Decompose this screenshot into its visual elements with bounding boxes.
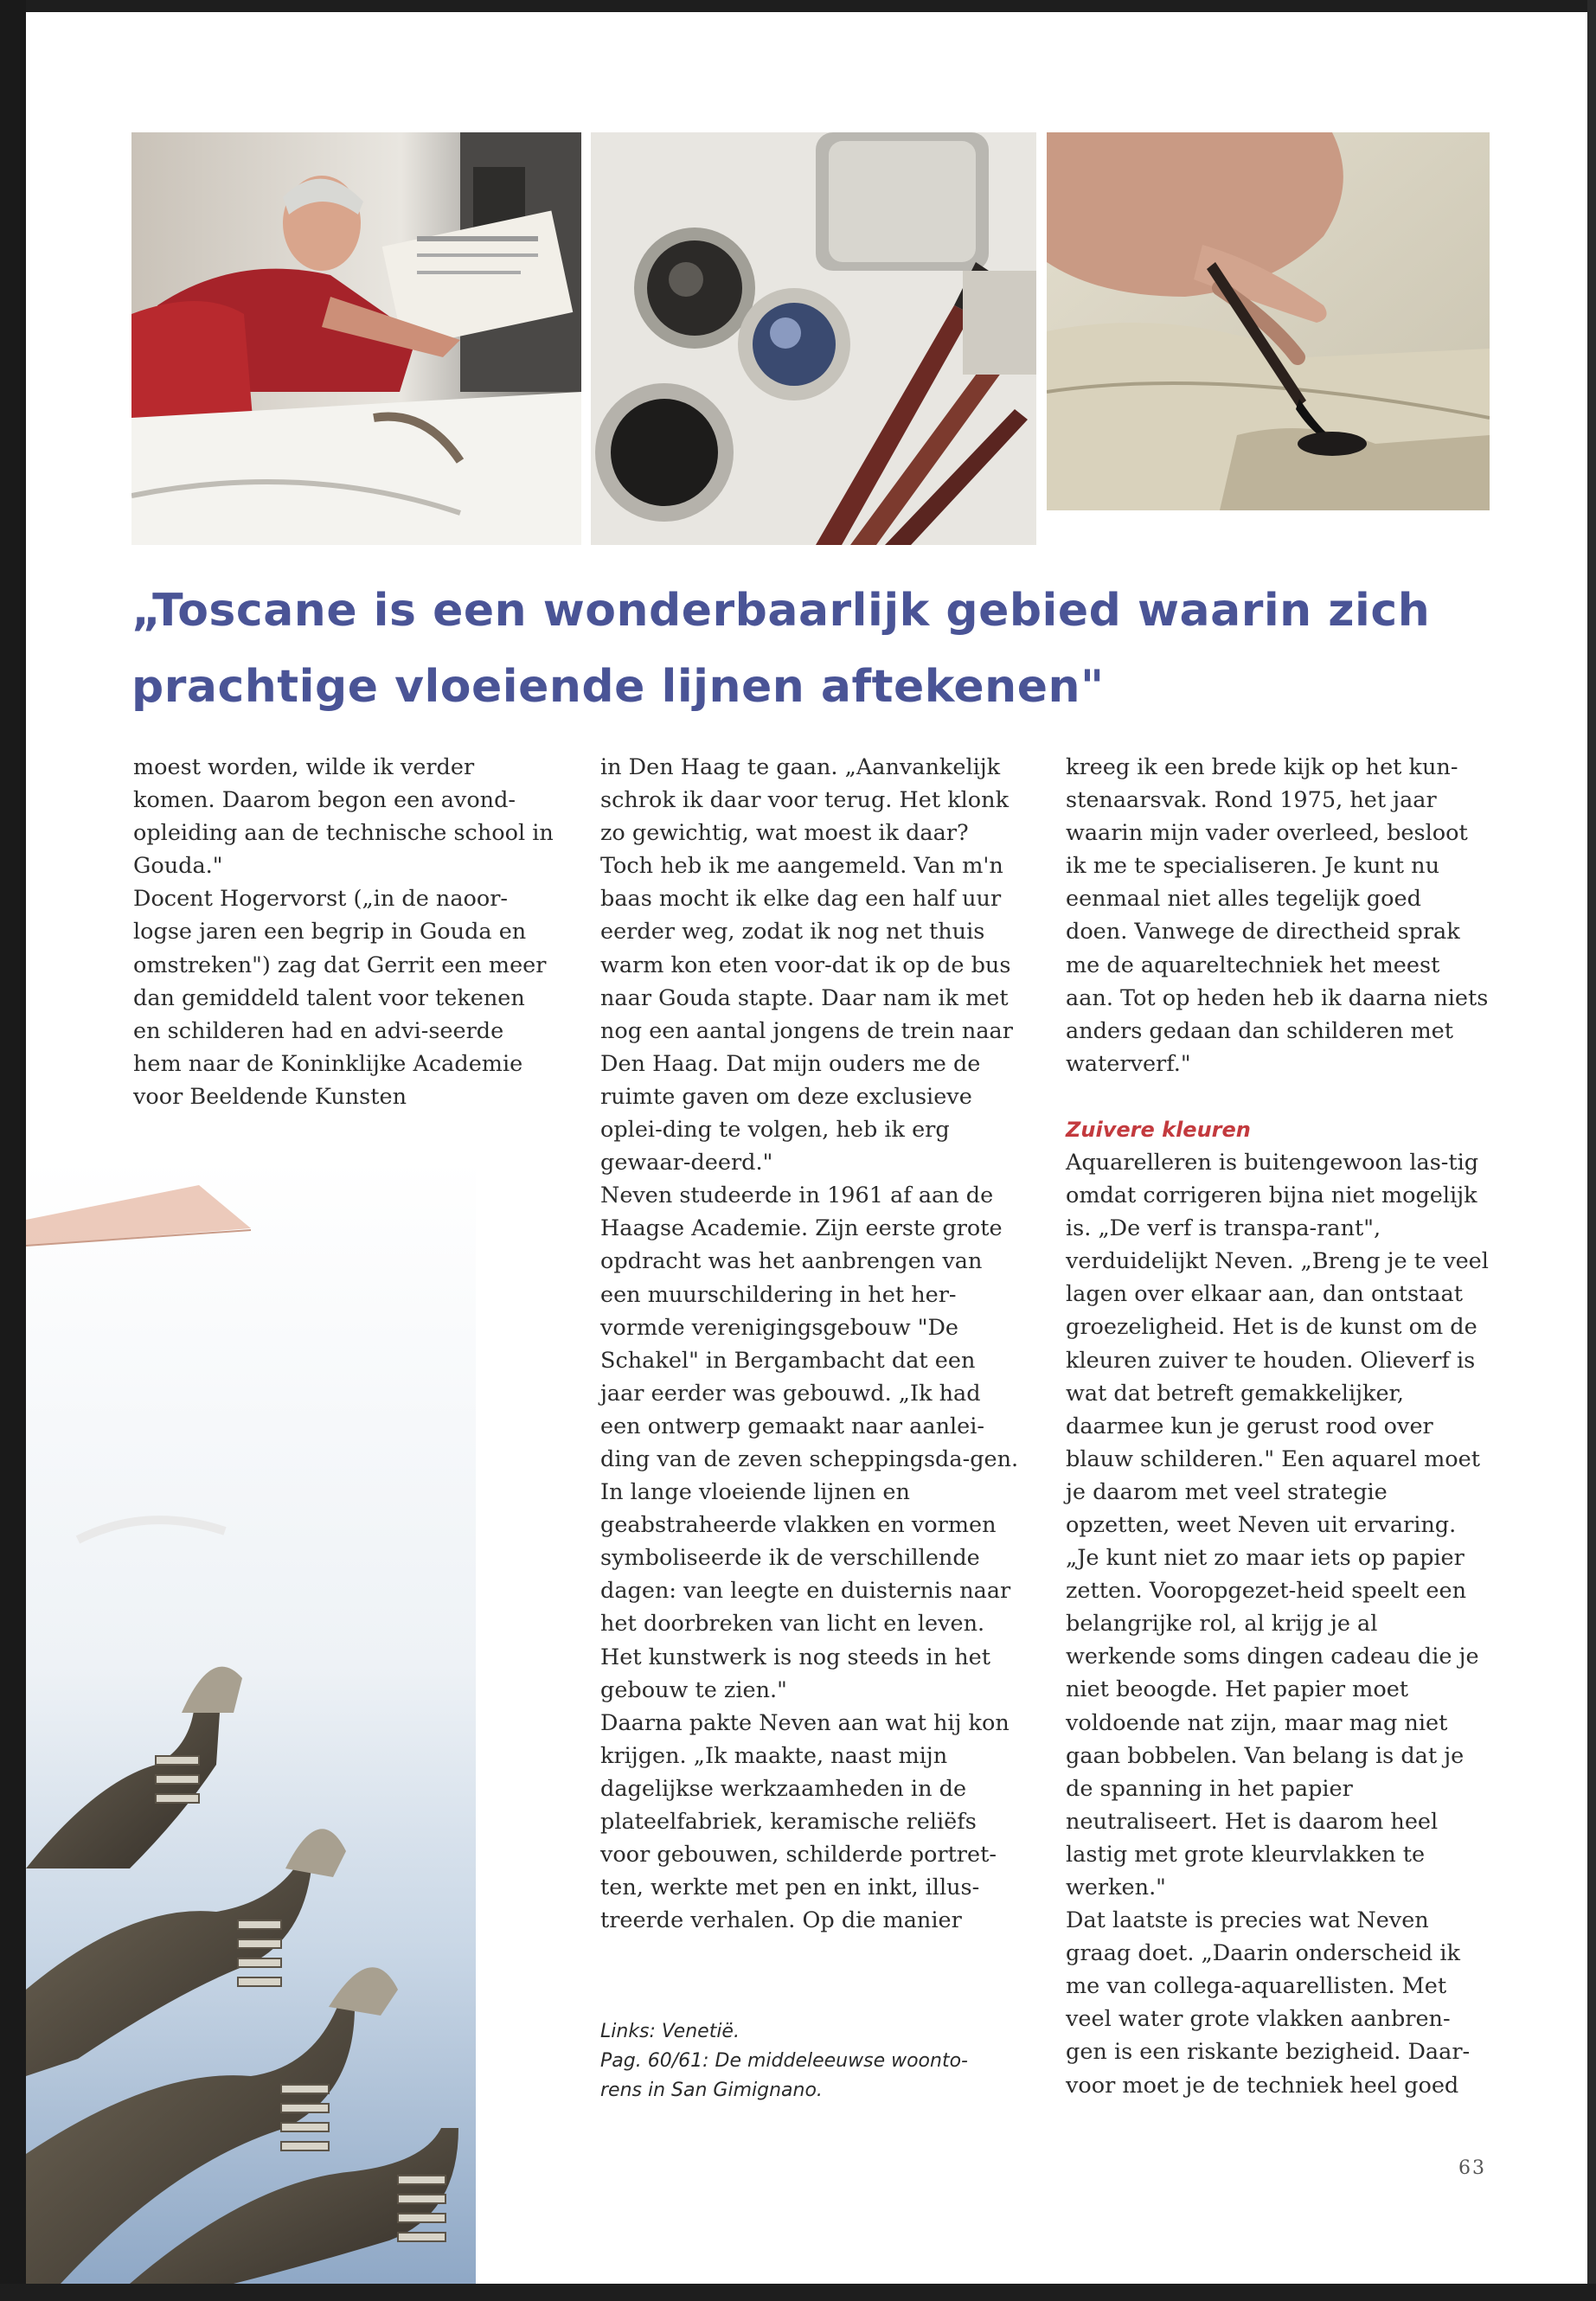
caption-line-2: Pag. 60/61: De middeleeuwse woonto-rens in San Gimignano. [600,2050,968,2101]
headline-line-2: prachtige vloeiende lijnen aftekenen" [131,661,1105,713]
hand-with-brush-photo [1047,132,1490,510]
section-subheading: Zuivere kleuren [1066,1117,1251,1142]
paragraph: kreeg ik een brede kijk op het kun-stenaarsvak. Rond 1975, het jaar waarin mijn vader overleed, besloot ik me te specialiseren. Je kunt nu eenmaal niet alles tegelijk goed doen. Vanwege de directheid sprak me de aquareltechniek het meest aan. Tot op heden heb ik daarna niets anders gedaan dan schilderen met waterverf." [1066,754,1489,1077]
paint-pots-and-brushes-photo [591,132,1036,545]
scan-border-left [0,0,26,2301]
paragraph: Daarna pakte Neven aan wat hij kon krijgen. „Ik maakte, naast mijn dagelijkse werkzaamheden in de plateelfabriek, keramische reliëfs voor gebouwen, schilderde portret-ten, werkte met pen en inkt, illus-treerde verhalen. Op die manier [600,1709,1010,1934]
pull-quote-headline [131,573,1481,725]
caption-line-1: Links: Venetië. [600,2021,740,2042]
image-caption [600,2017,1007,2106]
scan-border-right [1587,0,1596,2301]
scan-border-bottom [0,2284,1596,2301]
paragraph: moest worden, wilde ik verder komen. Daarom begon een avond-opleiding aan de technische school in Gouda." [133,754,554,880]
painter-at-work-photo [131,132,581,545]
article-column-1 [133,751,557,1113]
article-column-3 [1066,751,1490,2102]
paragraph: Docent Hogervorst („in de naoor-logse jaren een begrip in Gouda en omstreken") zag dat Gerrit een meer dan gemiddeld talent voor tekenen en schilderen had en advi-seerde hem naar de Koninklijke Academie voor Beeldende Kunsten [133,886,547,1110]
paragraph: in Den Haag te gaan. „Aanvankelijk schrok ik daar voor terug. Het klonk zo gewichtig, wat moest ik daar? Toch heb ik me aangemeld. Van m'n baas mocht ik elke dag een half uur eerder weg, zodat ik nog net thuis warm kon eten voor-dat ik op de bus naar Gouda stapte. Daar nam ik met nog een aantal jongens de trein naar Den Haag. Dat mijn ouders me de ruimte gaven om deze exclusieve oplei-ding te volgen, heb ik erg gewaar-deerd." [600,754,1013,1176]
paragraph: Dat laatste is precies wat Neven graag doet. „Daarin onderscheid ik me van collega-aquarellisten. Met veel water grote vlakken aanbren-gen is een riskante bezigheid. Daar-voor moet je de techniek heel goed [1066,1907,1471,2099]
page-number: 63 [1458,2157,1486,2179]
headline-line-1: „Toscane is een wonderbaarlijk gebied waarin zich [131,585,1431,637]
scan-border-top [0,0,1596,12]
paragraph: Neven studeerde in 1961 af aan de Haagse Academie. Zijn eerste grote opdracht was het aanbrengen van een muurschildering in het her-vormde verenigingsgebouw "De Schakel" in Bergambacht dat een jaar eerder was gebouwd. „Ik had een ontwerp gemaakt naar aanlei-ding van de zeven scheppingsda-gen. In lange vloeiende lijnen en geabstraheerde vlakken en vormen symboliseerde ik de verschillende dagen: van leegte en duisternis naar het doorbreken van licht en leven. Het kunstwerk is nog steeds in het gebouw te zien." [600,1183,1019,1703]
venetie-gondolas-illustration [26,1159,476,2284]
article-column-2 [600,751,1024,1937]
paragraph: Aquarelleren is buitengewoon las-tig omdat corrigeren bijna niet mogelijk is. „De verf is transpa-rant", verduidelijkt Neven. „Breng je te veel lagen over elkaar aan, dan ontstaat groezeligheid. Het is de kunst om de kleuren zuiver te houden. Olieverf is wat dat betreft gemakkelijker, daarmee kun je gerust rood over blauw schilderen." Een aquarel moet je daarom met veel strategie opzetten, weet Neven uit ervaring. „Je kunt niet zo maar iets op papier zetten. Vooropgezet-heid speelt een belangrijke rol, al krijg je al werkende soms dingen cadeau die je niet beoogde. Het papier moet voldoende nat zijn, maar mag niet gaan bobbelen. Van belang is dat je de spanning in het papier neutraliseert. Het is daarom heel lastig met grote kleurvlakken te werken." [1066,1149,1489,1900]
